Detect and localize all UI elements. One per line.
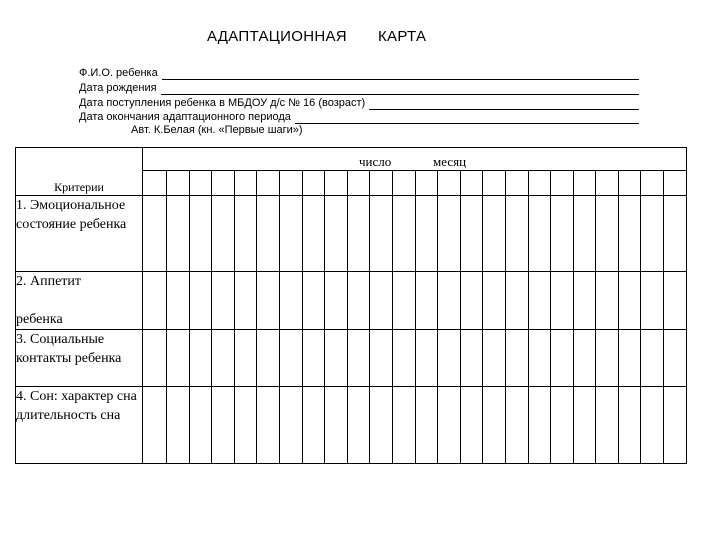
grid-cell[interactable] xyxy=(143,387,167,464)
author-note: Авт. К.Белая (кн. «Первые шаги») xyxy=(131,124,303,136)
grid-cell[interactable] xyxy=(302,387,325,464)
grid-cell[interactable] xyxy=(618,196,641,272)
criterion-emotional: 1. Эмоциональное состояние ребенка xyxy=(16,196,143,272)
grid-cell[interactable] xyxy=(167,272,190,330)
grid-cell[interactable] xyxy=(302,171,325,196)
grid-cell[interactable] xyxy=(212,272,235,330)
grid-cell[interactable] xyxy=(392,387,415,464)
grid-cell[interactable] xyxy=(460,196,483,272)
grid-cell[interactable] xyxy=(279,171,302,196)
grid-cell[interactable] xyxy=(279,196,302,272)
criterion-social: 3. Социальные контакты ребенка xyxy=(16,330,143,387)
grid-cell[interactable] xyxy=(392,196,415,272)
grid-cell[interactable] xyxy=(325,330,348,387)
grid-cell[interactable] xyxy=(528,272,551,330)
grid-cell[interactable] xyxy=(641,330,664,387)
grid-cell[interactable] xyxy=(189,196,212,272)
criteria-row xyxy=(16,272,687,330)
grid-cell[interactable] xyxy=(505,196,528,272)
adaptation-end-field[interactable] xyxy=(79,110,639,124)
grid-cell[interactable] xyxy=(664,196,687,272)
grid-cell[interactable] xyxy=(415,171,438,196)
grid-cell[interactable] xyxy=(573,196,596,272)
grid-cell[interactable] xyxy=(664,272,687,330)
grid-cell[interactable] xyxy=(234,171,257,196)
criteria-header: Критерии xyxy=(16,148,143,196)
grid-cell[interactable] xyxy=(212,387,235,464)
adaptation-table xyxy=(15,147,687,464)
grid-cell[interactable] xyxy=(143,196,167,272)
grid-cell[interactable] xyxy=(370,387,393,464)
grid-cell[interactable] xyxy=(551,330,574,387)
grid-cell[interactable] xyxy=(551,272,574,330)
grid-cell[interactable] xyxy=(438,272,461,330)
grid-cell[interactable] xyxy=(257,272,280,330)
grid-cell[interactable] xyxy=(528,330,551,387)
grid-cell[interactable] xyxy=(302,330,325,387)
grid-cell[interactable] xyxy=(325,171,348,196)
grid-cell[interactable] xyxy=(596,330,619,387)
grid-cell[interactable] xyxy=(641,272,664,330)
grid-cell[interactable] xyxy=(415,272,438,330)
grid-cell[interactable] xyxy=(618,171,641,196)
criteria-row xyxy=(16,387,687,464)
grid-cell[interactable] xyxy=(483,330,506,387)
grid-cell[interactable] xyxy=(438,330,461,387)
grid-cell[interactable] xyxy=(325,387,348,464)
grid-cell[interactable] xyxy=(415,330,438,387)
grid-cell[interactable] xyxy=(302,272,325,330)
grid-cell[interactable] xyxy=(167,387,190,464)
grid-cell[interactable] xyxy=(143,171,167,196)
admission-date-field[interactable] xyxy=(79,96,639,110)
grid-cell[interactable] xyxy=(438,387,461,464)
grid-cell[interactable] xyxy=(347,272,370,330)
grid-cell[interactable] xyxy=(483,272,506,330)
header-row xyxy=(16,148,687,171)
grid-cell[interactable] xyxy=(279,330,302,387)
grid-cell[interactable] xyxy=(664,171,687,196)
grid-cell[interactable] xyxy=(234,387,257,464)
criteria-row xyxy=(16,330,687,387)
grid-cell[interactable] xyxy=(460,330,483,387)
grid-cell[interactable] xyxy=(325,196,348,272)
adaptation-end-line[interactable] xyxy=(295,112,639,124)
grid-cell[interactable] xyxy=(234,330,257,387)
grid-cell[interactable] xyxy=(528,387,551,464)
grid-cell[interactable] xyxy=(573,387,596,464)
grid-cell[interactable] xyxy=(596,387,619,464)
grid-cell[interactable] xyxy=(347,196,370,272)
grid-cell[interactable] xyxy=(483,171,506,196)
grid-cell[interactable] xyxy=(370,171,393,196)
grid-cell[interactable] xyxy=(347,171,370,196)
adaptation-end-label: Дата окончания адаптационного периода xyxy=(79,111,291,123)
day-label: число xyxy=(359,154,392,169)
grid-cell[interactable] xyxy=(325,272,348,330)
grid-cell[interactable] xyxy=(505,272,528,330)
grid-cell[interactable] xyxy=(212,196,235,272)
grid-cell[interactable] xyxy=(641,387,664,464)
grid-cell[interactable] xyxy=(347,330,370,387)
grid-cell[interactable] xyxy=(212,171,235,196)
date-header xyxy=(143,148,687,171)
grid-cell[interactable] xyxy=(551,387,574,464)
grid-cell[interactable] xyxy=(257,330,280,387)
grid-cell[interactable] xyxy=(460,272,483,330)
grid-cell[interactable] xyxy=(415,196,438,272)
birth-date-line[interactable] xyxy=(161,83,639,95)
grid-cell[interactable] xyxy=(392,330,415,387)
grid-cell[interactable] xyxy=(415,387,438,464)
grid-cell[interactable] xyxy=(618,387,641,464)
child-name-label: Ф.И.О. ребенка xyxy=(79,67,158,79)
admission-date-label: Дата поступления ребенка в МБДОУ д/с № 16 (возраст) xyxy=(79,97,366,109)
title-word-2: КАРТА xyxy=(378,28,427,45)
card-title xyxy=(0,28,720,48)
grid-cell[interactable] xyxy=(302,196,325,272)
grid-cell[interactable] xyxy=(596,171,619,196)
grid-cell[interactable] xyxy=(189,330,212,387)
grid-cell[interactable] xyxy=(234,196,257,272)
title-word-1: АДАПТАЦИОННАЯ xyxy=(207,28,347,45)
grid-cell[interactable] xyxy=(279,387,302,464)
grid-cell[interactable] xyxy=(460,387,483,464)
grid-cell[interactable] xyxy=(528,171,551,196)
grid-cell[interactable] xyxy=(189,387,212,464)
admission-date-line[interactable] xyxy=(369,98,639,110)
grid-cell[interactable] xyxy=(143,330,167,387)
grid-cell[interactable] xyxy=(392,272,415,330)
grid-cell[interactable] xyxy=(370,196,393,272)
grid-cell[interactable] xyxy=(664,387,687,464)
grid-cell[interactable] xyxy=(596,196,619,272)
grid-cell[interactable] xyxy=(573,272,596,330)
grid-cell[interactable] xyxy=(257,196,280,272)
grid-cell[interactable] xyxy=(618,330,641,387)
grid-cell[interactable] xyxy=(641,196,664,272)
criteria-row xyxy=(16,196,687,272)
grid-cell[interactable] xyxy=(483,196,506,272)
adaptation-table-wrap xyxy=(15,147,687,464)
grid-cell[interactable] xyxy=(641,171,664,196)
grid-cell[interactable] xyxy=(347,387,370,464)
grid-cell[interactable] xyxy=(528,196,551,272)
grid-cell[interactable] xyxy=(438,171,461,196)
birth-date-label: Дата рождения xyxy=(79,82,157,94)
grid-cell[interactable] xyxy=(167,330,190,387)
grid-cell[interactable] xyxy=(143,272,167,330)
grid-cell[interactable] xyxy=(664,330,687,387)
grid-cell[interactable] xyxy=(370,330,393,387)
grid-cell[interactable] xyxy=(573,330,596,387)
child-name-field[interactable] xyxy=(79,66,639,80)
child-name-line[interactable] xyxy=(162,68,639,80)
grid-cell[interactable] xyxy=(167,171,190,196)
grid-cell[interactable] xyxy=(234,272,257,330)
grid-cell[interactable] xyxy=(483,387,506,464)
grid-cell[interactable] xyxy=(505,387,528,464)
grid-cell[interactable] xyxy=(257,387,280,464)
grid-cell[interactable] xyxy=(189,171,212,196)
month-label: месяц xyxy=(433,154,467,169)
grid-cell[interactable] xyxy=(279,272,302,330)
grid-cell[interactable] xyxy=(551,196,574,272)
grid-cell[interactable] xyxy=(212,330,235,387)
grid-cell[interactable] xyxy=(573,171,596,196)
grid-cell[interactable] xyxy=(167,196,190,272)
criterion-appetite: 2. Аппетит ребенка xyxy=(16,272,143,330)
grid-cell[interactable] xyxy=(618,272,641,330)
grid-cell[interactable] xyxy=(596,272,619,330)
grid-cell[interactable] xyxy=(505,171,528,196)
grid-cell[interactable] xyxy=(189,272,212,330)
grid-cell[interactable] xyxy=(438,196,461,272)
birth-date-field[interactable] xyxy=(79,81,639,95)
grid-cell[interactable] xyxy=(460,171,483,196)
grid-cell[interactable] xyxy=(551,171,574,196)
grid-cell[interactable] xyxy=(505,330,528,387)
criterion-sleep: 4. Сон: характер сна длительность сна xyxy=(16,387,143,464)
grid-cell[interactable] xyxy=(370,272,393,330)
grid-cell[interactable] xyxy=(257,171,280,196)
grid-cell[interactable] xyxy=(392,171,415,196)
